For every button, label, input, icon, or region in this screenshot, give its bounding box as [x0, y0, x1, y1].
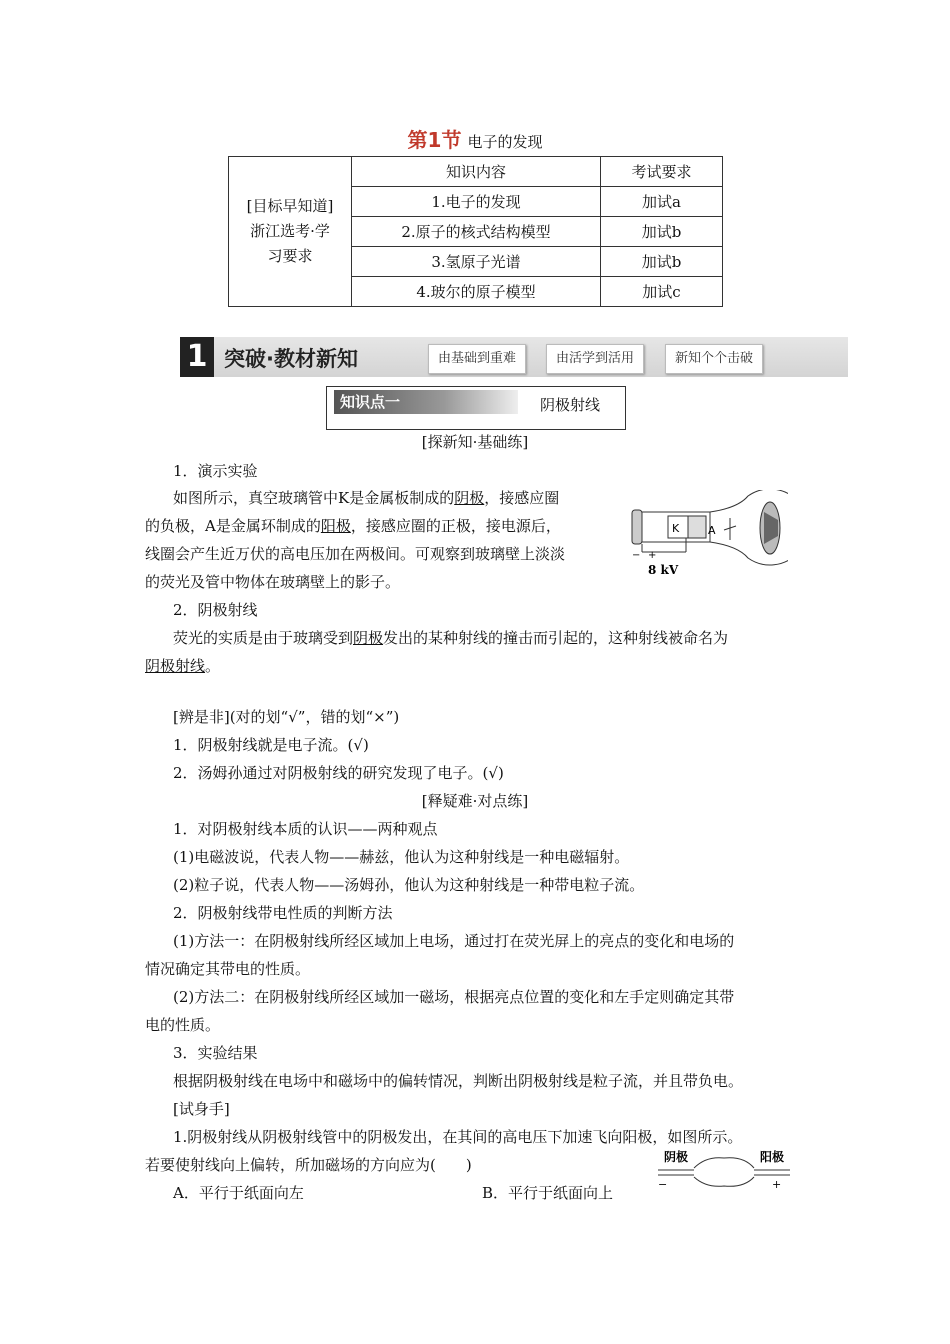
svg-text:−: −: [658, 1178, 668, 1190]
explain-line: 1．对阴极射线本质的认识——两种观点: [173, 820, 438, 838]
explore-heading: [探新知·基础练]: [421, 433, 529, 451]
explain-line: 电的性质。: [145, 1016, 221, 1034]
option-a: A．平行于纸面向左: [173, 1184, 304, 1202]
explain-line: 若要使射线向上偏转，所加磁场的方向应为( ): [145, 1156, 472, 1174]
demo-line-1: 如图所示，真空玻璃管中K是金属板制成的阴极，接感应圈: [173, 489, 560, 507]
explain-line: 2．阴极射线带电性质的判断方法: [173, 904, 393, 922]
judge-item-1: 1．阴极射线就是电子流。(√): [173, 736, 369, 754]
table-left-label: [目标早知道] 浙江选考·学 习要求: [229, 157, 352, 307]
knowledge-point-name: 阴极射线: [540, 396, 601, 414]
explain-line: 根据阴极射线在电场中和磁场中的偏转情况，判断出阴极射线是粒子流，并且带负电。: [173, 1072, 744, 1090]
demo-line-2: 的负极，A是金属环制成的阳极，接感应圈的正极，接电源后，: [145, 517, 561, 535]
explain-line: (2)粒子说，代表人物——汤姆孙，他认为这种射线是一种带电粒子流。: [173, 876, 645, 894]
table-header-requirement: 考试要求: [601, 157, 723, 187]
tag-basic-to-hard: 由基础到重难: [428, 344, 526, 374]
explain-line: [试身手]: [173, 1100, 230, 1118]
demo-line-4: 的荧光及管中物体在玻璃壁上的影子。: [145, 573, 401, 591]
page-title: [0, 124, 950, 153]
anode-label: 阳极: [760, 1150, 785, 1164]
label-a: A: [708, 524, 716, 537]
explain-line: (1)电磁波说，代表人物——赫兹，他认为这种射线是一种电磁辐射。: [173, 848, 630, 866]
banner-title: 突破·教材新知: [224, 347, 358, 371]
cathode-tube-figure: [628, 490, 788, 580]
svg-text:−: −: [632, 550, 641, 561]
knowledge-point-tag: 知识点一: [334, 390, 518, 414]
cathode-label: 阴极: [664, 1150, 689, 1164]
judge-item-2: 2．汤姆孙通过对阴极射线的研究发现了电子。(√): [173, 764, 504, 782]
section-name: 电子的发现: [467, 133, 543, 151]
ray-title: 2．阴极射线: [173, 601, 258, 619]
table-row: 1.电子的发现 加试a: [229, 187, 723, 217]
requirements-table: [228, 156, 723, 307]
svg-text:+: +: [648, 550, 657, 561]
explain-line: 1.阴极射线从阴极射线管中的阴极发出，在其间的高电压下加速飞向阳极，如图所示。: [173, 1128, 743, 1146]
table-header-content: 知识内容: [352, 157, 601, 187]
cathode-ray-tube-figure-2: [654, 1148, 794, 1190]
tag-learn-to-apply: 由活学到活用: [546, 344, 644, 374]
table-row: 4.玻尔的原子模型 加试c: [229, 277, 723, 307]
explain-line: 3．实验结果: [173, 1044, 258, 1062]
tag-break-through: 新知个个击破: [665, 344, 763, 374]
table-row: 3.氢原子光谱 加试b: [229, 247, 723, 277]
table-row: 2.原子的核式结构模型 加试b: [229, 217, 723, 247]
option-b: B．平行于纸面向上: [482, 1184, 614, 1202]
label-k: K: [672, 522, 680, 535]
ray-line-2: 阴极射线。: [145, 657, 221, 675]
ray-line-1: 荧光的实质是由于玻璃受到阴极发出的某种射线的撞击而引起的，这种射线被命名为: [173, 629, 729, 647]
banner-number: 1: [180, 337, 214, 377]
explain-heading: [释疑难·对点练]: [421, 792, 529, 810]
judge-heading: [辨是非](对的划“√”，错的划“×”): [173, 708, 400, 726]
section-number: 第1节: [407, 128, 462, 152]
explain-line: (1)方法一：在阴极射线所经区域加上电场，通过打在荧光屏上的亮点的变化和电场的: [173, 932, 735, 950]
svg-text:+: +: [772, 1178, 782, 1190]
explain-line: (2)方法二：在阴极射线所经区域加一磁场，根据亮点位置的变化和左手定则确定其带: [173, 988, 735, 1006]
explain-line: 情况确定其带电的性质。: [145, 960, 311, 978]
voltage-label: 8 kV: [648, 563, 679, 577]
demo-line-3: 线圈会产生近万伏的高电压加在两极间。可观察到玻璃壁上淡淡: [145, 545, 566, 563]
demo-title: 1．演示实验: [173, 462, 258, 480]
